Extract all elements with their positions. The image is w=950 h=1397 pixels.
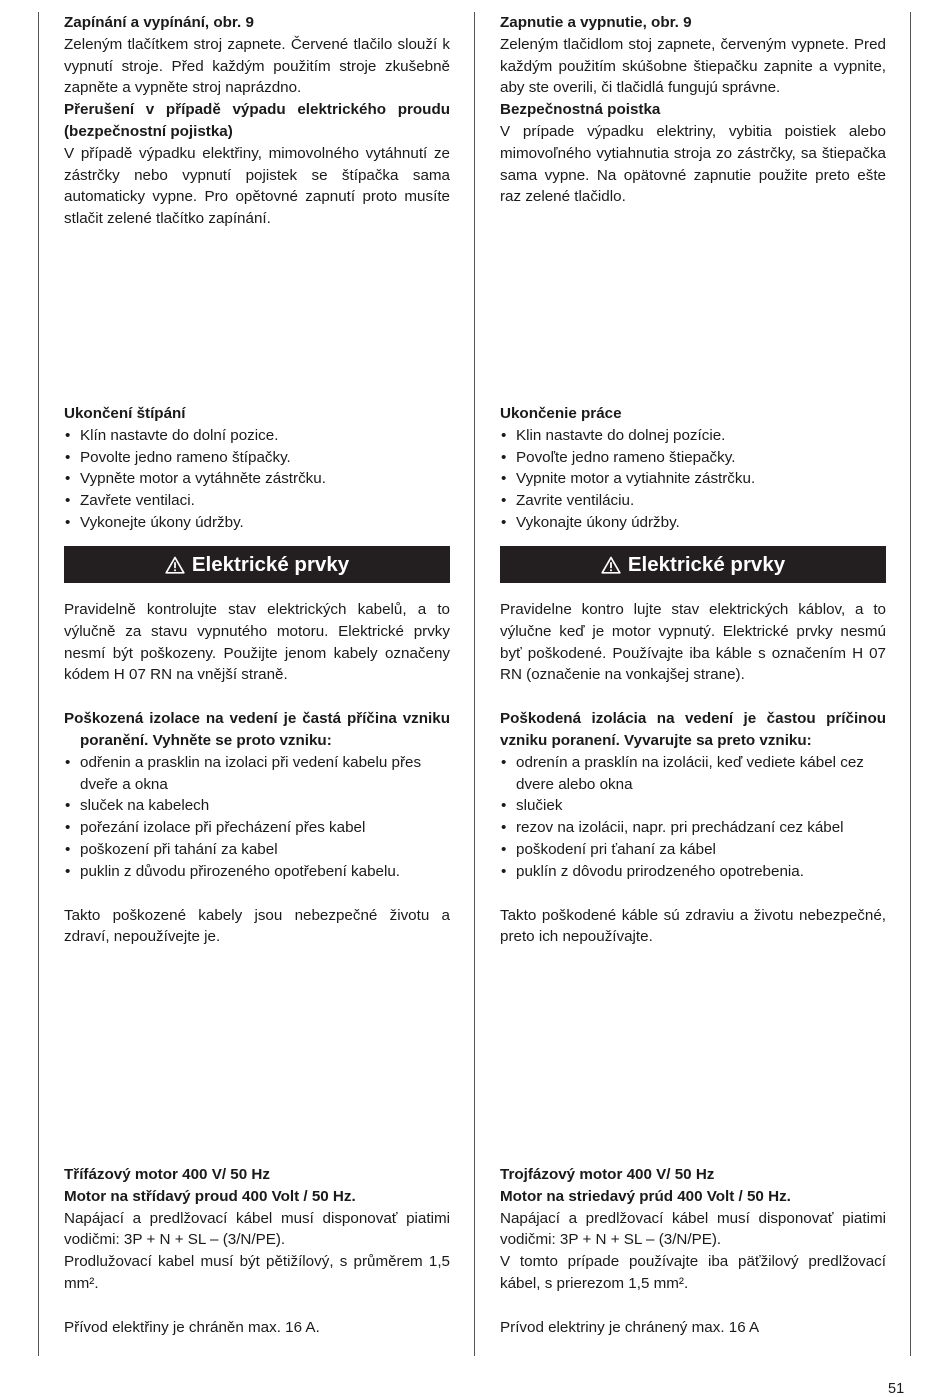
right-section-motor <box>500 1164 886 1339</box>
paragraph: V případě výpadku elektřiny, mimovolného vytáhnutí ze zástrčky nebo vypnutí pojistek se štípačka sama automaticky vypne. Pro opětovné zapnutí proto musíte stlačit zelené tlačítko zapínání. <box>64 144 450 228</box>
section-heading: Přerušení v případě výpadu elektrického proudu (bezpečnostní pojistka) <box>64 101 450 140</box>
section-heading: Poškodená izolácia na vedení je častou príčinou vzniku poranení. Vyvarujte sa preto vzniku: <box>500 710 886 749</box>
warning-triangle-icon <box>165 556 185 574</box>
bullet-list <box>500 425 886 534</box>
paragraph: Zeleným tlačidlom stoj zapnete, červeným vypnete. Pred každým použitím skúšobne štiepačku zapnite a vypnite, aby ste overili, či tlačidlá fungujú správne. <box>500 35 886 97</box>
section-heading: Poškozená izolace na vedení je častá příčina vzniku poranění. Vyhněte se proto vzniku: <box>64 710 450 749</box>
section-heading: Třífázový motor 400 V/ 50 Hz <box>64 1166 270 1183</box>
right-section-switching <box>500 12 886 208</box>
list-item: • Vypnite motor a vytiahnite zástrčku. <box>500 468 886 490</box>
paragraph: Pravidelně kontrolujte stav elektrických kabelů, a to výlučně za stavu vypnutého motoru. Elektrické prvky nesmí být poškozeny. Použijte jenom kabely označeny kódem H 07 RN na vnější straně. <box>64 601 450 684</box>
list-item: • Zavřete ventilaci. <box>64 490 450 512</box>
paragraph: Takto poškozené kabely jsou nebezpečné životu a zdraví, nepoužívejte je. <box>64 906 450 946</box>
section-heading: Ukončení štípání <box>64 405 186 422</box>
paragraph: Prívod elektriny je chránený max. 16 A <box>500 1318 760 1336</box>
paragraph: V prípade výpadku elektriny, vybitia poistiek alebo mimovoľného vytiahnutia stroja zo zástrčky, sa štiepačka sama vypne. Na opätovné zapnutie použite preto ešte raz zelené tlačidlo. <box>500 122 886 206</box>
list-item: • slučiek <box>500 795 886 817</box>
section-heading: Motor na striedavý prúd 400 Volt / 50 Hz. <box>500 1187 791 1205</box>
right-margin-rule <box>910 12 911 1356</box>
list-item: • sluček na kabelech <box>64 795 450 817</box>
page-number: 51 <box>888 1381 905 1397</box>
paragraph: Pravidelne kontro lujte stav elektrických káblov, a to výlučne keď je motor vypnutý. Elektrické prvky nesmú byť poškodené. Používajte iba káble s označením H 07 RN (označenie na vonkajšej strane). <box>500 601 886 684</box>
paragraph: V tomto prípade používajte iba päťžilový predlžovací kábel, s prierezom 1,5 mm². <box>500 1253 886 1292</box>
electrical-banner <box>500 546 886 583</box>
electrical-banner <box>64 546 450 583</box>
section-heading: Bezpečnostná poistka <box>500 101 661 119</box>
list-item: • Vypněte motor a vytáhněte zástrčku. <box>64 468 450 490</box>
list-item: • Vykonajte úkony údržby. <box>500 512 886 534</box>
list-item: • puklín z dôvodu prirodzeného opotrebenia. <box>500 861 886 883</box>
right-section-finish <box>500 403 886 534</box>
left-section-electrical <box>64 599 450 948</box>
section-heading: Zapínání a vypínání, obr. 9 <box>64 14 254 31</box>
list-item: • odrenín a prasklín na izolácii, keď vediete kábel cez dvere alebo okna <box>500 752 886 796</box>
list-item: • rezov na izolácii, napr. pri prechádzaní cez kábel <box>500 817 886 839</box>
list-item: • Povolte jedno rameno štípačky. <box>64 447 450 469</box>
paragraph: Prodlužovací kabel musí být pětižílový, s průměrem 1,5 mm². <box>64 1253 450 1292</box>
banner-title: Elektrické prvky <box>627 552 786 576</box>
right-section-electrical <box>500 599 886 948</box>
center-column-rule <box>474 12 475 1356</box>
list-item: • poškození při tahání za kabel <box>64 839 450 861</box>
paragraph: Napájací a predlžovací kábel musí disponovať piatimi vodičmi: 3P + N + SL – (3/N/PE). <box>500 1209 886 1249</box>
section-heading: Trojfázový motor 400 V/ 50 Hz <box>500 1166 715 1183</box>
bullet-list <box>64 425 450 534</box>
paragraph: Takto poškodené káble sú zdraviu a životu nebezpečné, preto ich nepoužívajte. <box>500 906 886 946</box>
list-item: • Povoľte jedno rameno štiepačky. <box>500 447 886 469</box>
list-item: • Klin nastavte do dolnej pozície. <box>500 425 886 447</box>
left-section-motor <box>64 1164 450 1339</box>
list-item: • odřenin a prasklin na izolaci při vedení kabelu přes dveře a okna <box>64 752 450 796</box>
list-item: • poškodení pri ťahaní za kábel <box>500 839 886 861</box>
banner-title: Elektrické prvky <box>191 552 350 576</box>
left-section-switching <box>64 12 450 230</box>
bullet-list <box>500 752 886 883</box>
list-item: • Vykonejte úkony údržby. <box>64 512 450 534</box>
paragraph: Zeleným tlačítkem stroj zapnete. Červené tlačilo slouží k vypnutí stroje. Před každým použitím stroje zkušebně zapněte a vypněte stroj naprázdno. <box>64 35 450 97</box>
left-margin-rule <box>38 12 39 1356</box>
list-item: • pořezání izolace při přecházení přes kabel <box>64 817 450 839</box>
section-heading: Motor na střídavý proud 400 Volt / 50 Hz. <box>64 1187 356 1205</box>
paragraph: Napájací a predlžovací kábel musí disponovať piatimi vodičmi: 3P + N + SL – (3/N/PE). <box>64 1209 450 1249</box>
left-section-finish <box>64 403 450 534</box>
bullet-list <box>64 752 450 883</box>
warning-triangle-icon <box>601 556 621 574</box>
section-heading: Zapnutie a vypnutie, obr. 9 <box>500 14 692 31</box>
section-heading: Ukončenie práce <box>500 405 622 422</box>
list-item: • Zavrite ventiláciu. <box>500 490 886 512</box>
list-item: • Klín nastavte do dolní pozice. <box>64 425 450 447</box>
list-item: • puklin z důvodu přirozeného opotřebení kabelu. <box>64 861 450 883</box>
paragraph: Přívod elektřiny je chráněn max. 16 A. <box>64 1318 320 1336</box>
